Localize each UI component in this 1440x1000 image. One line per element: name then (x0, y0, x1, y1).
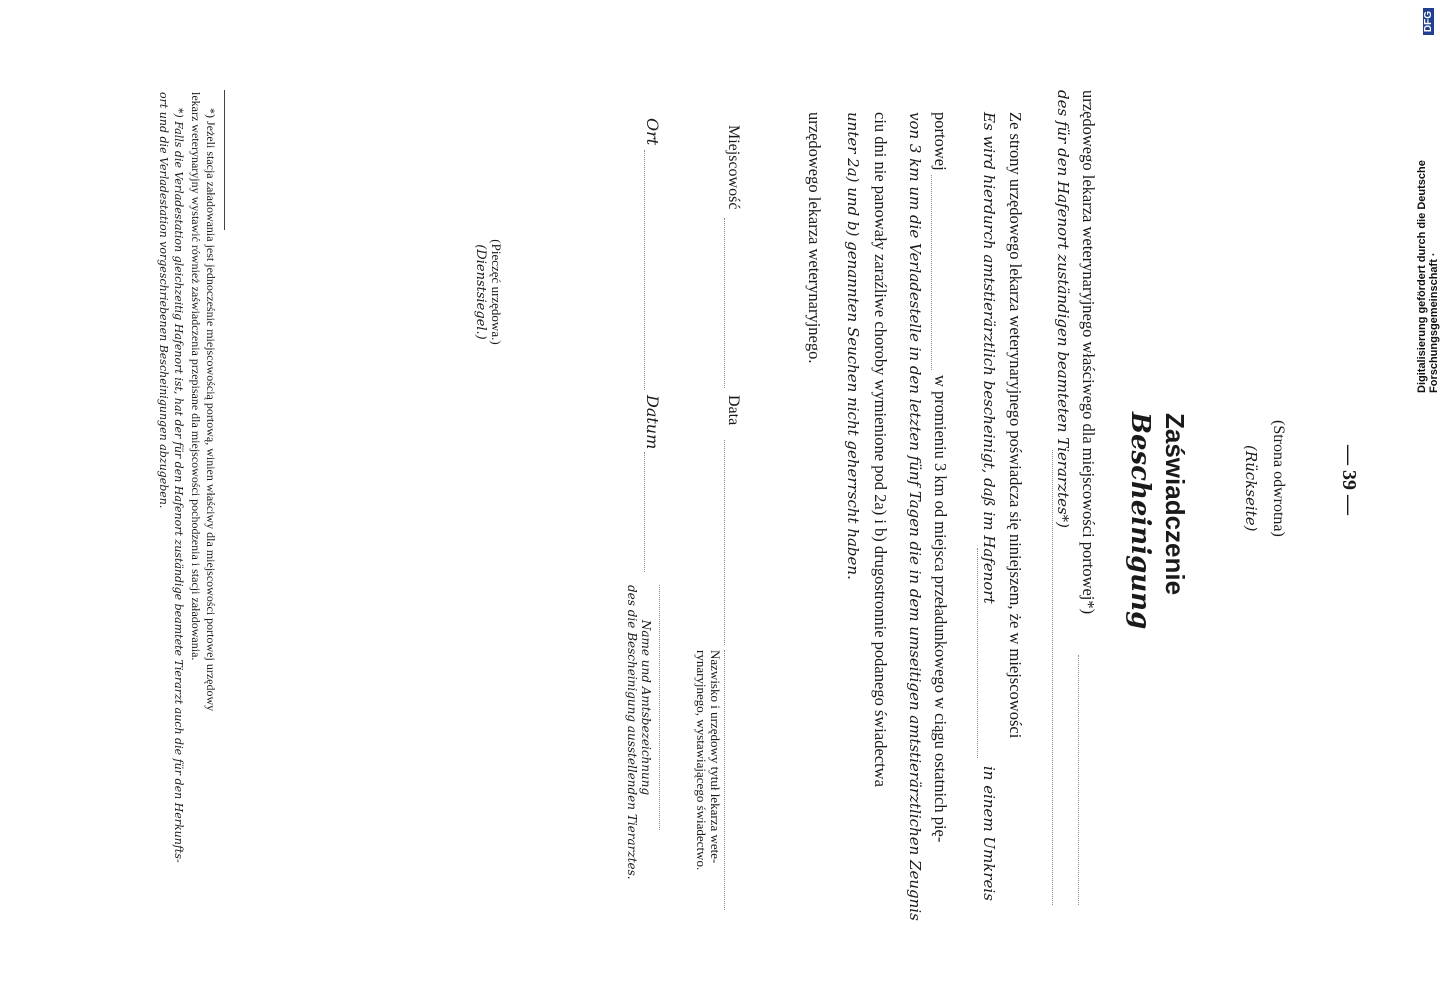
signature-caption-german (625, 585, 660, 880)
signature-caption-polish (694, 650, 722, 870)
title-polish: Zaświadczenie (1160, 413, 1190, 596)
signature-caption-polish-1: Nazwisko i urzędowy tytuł lekarza wete- (708, 650, 723, 864)
digitization-credit-text (1418, 8, 1438, 393)
signature-caption-polish-2: rynaryjnego, wystawiającego świadectwo. (694, 650, 709, 871)
para2-line3-start: portowej (931, 112, 950, 171)
stamp-label-polish: (Pieczęć urzędowa.) (489, 239, 504, 345)
footnote-polish-1: *) Jeżeli stacja załadowania jest jednocześnie miejscowością portową, winien właściwy dla miejscowości portowej urzędowy (204, 108, 218, 712)
footnote-german-2: ort und die Verladestation vorgeschriebenen Bescheinigungen abzugeben. (157, 92, 170, 509)
para2-fill-line-1 (977, 548, 978, 758)
para2-line1: Ze strony urzędowego lekarza weterynaryjnego poświadcza się niniejszem, że w miejscowości (1006, 112, 1025, 739)
date-label-german: Datum (643, 395, 662, 450)
subtitle-polish: (Strona odwrotna) (1270, 420, 1287, 537)
para2-line5: ciu dni nie panowały zaraźliwe choroby wymienione pod 2a) i b) drugostronnie podanego świadectwa (871, 112, 890, 787)
para1-german: des für den Hafenort zuständigen beamteten Tierarztes*) (1054, 90, 1072, 529)
para1-polish: urzędowego lekarza weterynaryjnego właściwego dla miejscowości portowej*) (1079, 90, 1098, 615)
para2-line2-german-end: in einem Umkreis (980, 766, 998, 901)
stamp-label-german: (Dienstsiegel.) (473, 244, 488, 340)
place-label-german: Ort (643, 118, 662, 146)
para2-line6-german: unter 2a) und b) genannten Seuchen nicht geherrscht haben. (844, 112, 862, 580)
para2-line2-german: Es wird hierdurch amtstierärztlich bescheinigt, daß im Hafenort (980, 112, 998, 604)
signature-caption-german-2: des die Bescheinigung ausstellenden Tierarztes. (625, 585, 639, 880)
place-fill-line-polish (724, 218, 725, 388)
place-label-polish: Miejscowość (725, 125, 742, 210)
para2-line4-german: von 3 km um die Verladestelle in den letzten fünf Tagen die in dem umseitigen amtstierärztlichen Zeugnis (906, 112, 924, 921)
para1-fill-line-1 (1078, 655, 1079, 905)
dfg-logo: DFG (1423, 8, 1434, 35)
para1-fill-line-2 (1052, 450, 1053, 905)
date-fill-line-german (644, 452, 645, 572)
signature-line-german (659, 585, 660, 830)
signature-line (724, 650, 725, 910)
para2-fill-line-2 (931, 175, 932, 370)
signature-caption-german-1: Name und Amtsbezeichnung (639, 619, 653, 796)
footnote-german-1: *) Falls die Verladestation gleichzeitig Hafenort ist, hat der für den Hafenort zuständige beamtete Tierarzt auch die für den Herkunfts- (172, 108, 185, 863)
para2-line7: urzędowego lekarza weterynaryjnego. (805, 112, 824, 364)
date-label-polish: Data (725, 395, 742, 426)
subtitle-german: (Rückseite) (1242, 445, 1260, 532)
credit-text: Digitalisierung gefördert durch die Deutsche Forschungsgemeinschaft · (1416, 160, 1440, 393)
date-fill-line-polish (724, 440, 725, 645)
footnote-rule (224, 90, 225, 230)
page-number: — 39 — (1338, 445, 1360, 515)
title-german: Bescheinigung (1125, 412, 1155, 630)
footnote-polish-2: lekarz weterynaryjny wystawić również zaświadczenia przepisane dla miejscowości pochodzenia i stacji załadowania. (189, 92, 203, 661)
para2-line3-end: w promieniu 3 km od miejsca przeładunkowego w ciągu ostatnich pię- (931, 375, 950, 843)
place-fill-line-german (644, 150, 645, 390)
official-stamp (472, 212, 504, 372)
digitization-credit (1418, 8, 1438, 393)
